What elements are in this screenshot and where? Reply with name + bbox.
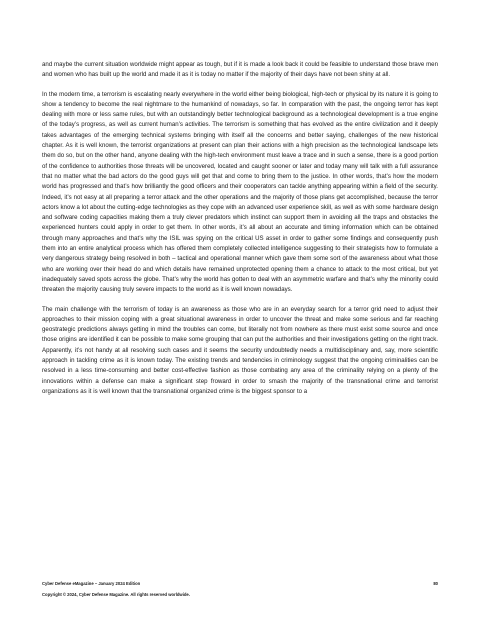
page-number: 80 (433, 581, 438, 586)
paragraph-1: and maybe the current situation worldwide might appear as tough, but if it is made a look back it could be feasible to understand those brave men and women who has built up the world and made it as it is today no matter if the majority of their days have not been shiny at all. (42, 61, 438, 79)
paragraph-2: In the modern time, a terrorism is escalating nearly everywhere in the world either being biological, high-tech or physical by its nature it is going to show a tendency to become the real nightmare to the humankind of nowadays, so far. In comparation with the past, the ongoing terror has kept dealing with more or less same rules, but with an outstandingly better technological background as a technological development is a true engine of the today’s progress, as well as current human’s activities. The terrorism is something that has evolved as the entire civilization and it deeply takes advantages of the emerging technical systems bringing with itself all the concerns and better saying, challenges of the new historical chapter. As it is well known, the terrorist organizations at present can plan their actions with a high precision as the technological landscape lets them do so, but on the other hand, anyone dealing with the high-tech environment must leave a trace and in such a sense, there is a good portion of the confidence to authorities those threats will be uncovered, located and caught sooner or later and today many will talk with a full assurance that no matter what the bad actors do the good guys will get that and come to bring them to the justice. In other words, that’s how the modern world has progressed and that’s how brilliantly the good officers and their cooperators can tackle anything appearing within a field of the security. Indeed, it’s not easy at all preparing a terror attack and the other operations and the majority of those plans get accomplished, because the terror actors know a lot about the cutting-edge technologies as they cope with an advanced user experience skill, as well as with some hardware design and software coding capacities making them a truly clever predators which instinct can support them in avoiding all the traps and obstacles the experienced hunters could apply in order to get them. In other words, it’s all about an accurate and timing information which can be obtained through many approaches and that’s why the ISIL was spying on the critical US asset in order to gather some findings and consequently push them into an entire analytical process which has offered them completely collected intelligence suggesting to their strategists how to formulate a very dangerous strategy being resolved in both – tactical and operational manner which gave them some sort of the awareness about what those who are working over their head do and which details have remained unprotected opening them a chance to attack to the most critical, but yet inadequately saved spots across the globe. That’s why the world has gotten to deal with an asymmetric warfare and that’s why the minority could threaten the majority causing truly severe impacts to the world as it is well known nowadays. (42, 90, 438, 294)
publication-line: Cyber Defense eMagazine – January 2024 Edition (42, 581, 141, 586)
paragraph-3: The main challenge with the terrorism of today is an awareness as those who are in an everyday search for a terror grid need to adjust their approaches to their mission coping with a great situational awareness in order to uncover the threat and make some serious and far reaching geostrategic predictions always getting in mind the troubles can come, but literally not from nowhere as there must exist some source and once those origins are identified it can be possible to make some grouping that can put the authorities and their investigations getting on the right track. Apparently, it’s not handy at all resolving such cases and it seems the security undoubtedly needs a multidisciplinary and, say, more scientific approach in tackling crime as it is known today. The existing trends and tendencies in criminology suggest that the ongoing criminalities can be resolved in a less time-consuming and better cost-effective fashion as those combating any area of the criminality relying on a plenty of the innovations within a defense can make a significant step froward in order to smash the majority of the transnational crime and terrorist organizations as it is well known that the transnational organized crime is the biggest sponsor to a (42, 305, 438, 395)
article-body (42, 60, 438, 406)
page-top-margin (0, 0, 480, 16)
copyright-line: Copyright © 2024, Cyber Defense Magazine. All rights reserved worldwide. (42, 592, 190, 597)
